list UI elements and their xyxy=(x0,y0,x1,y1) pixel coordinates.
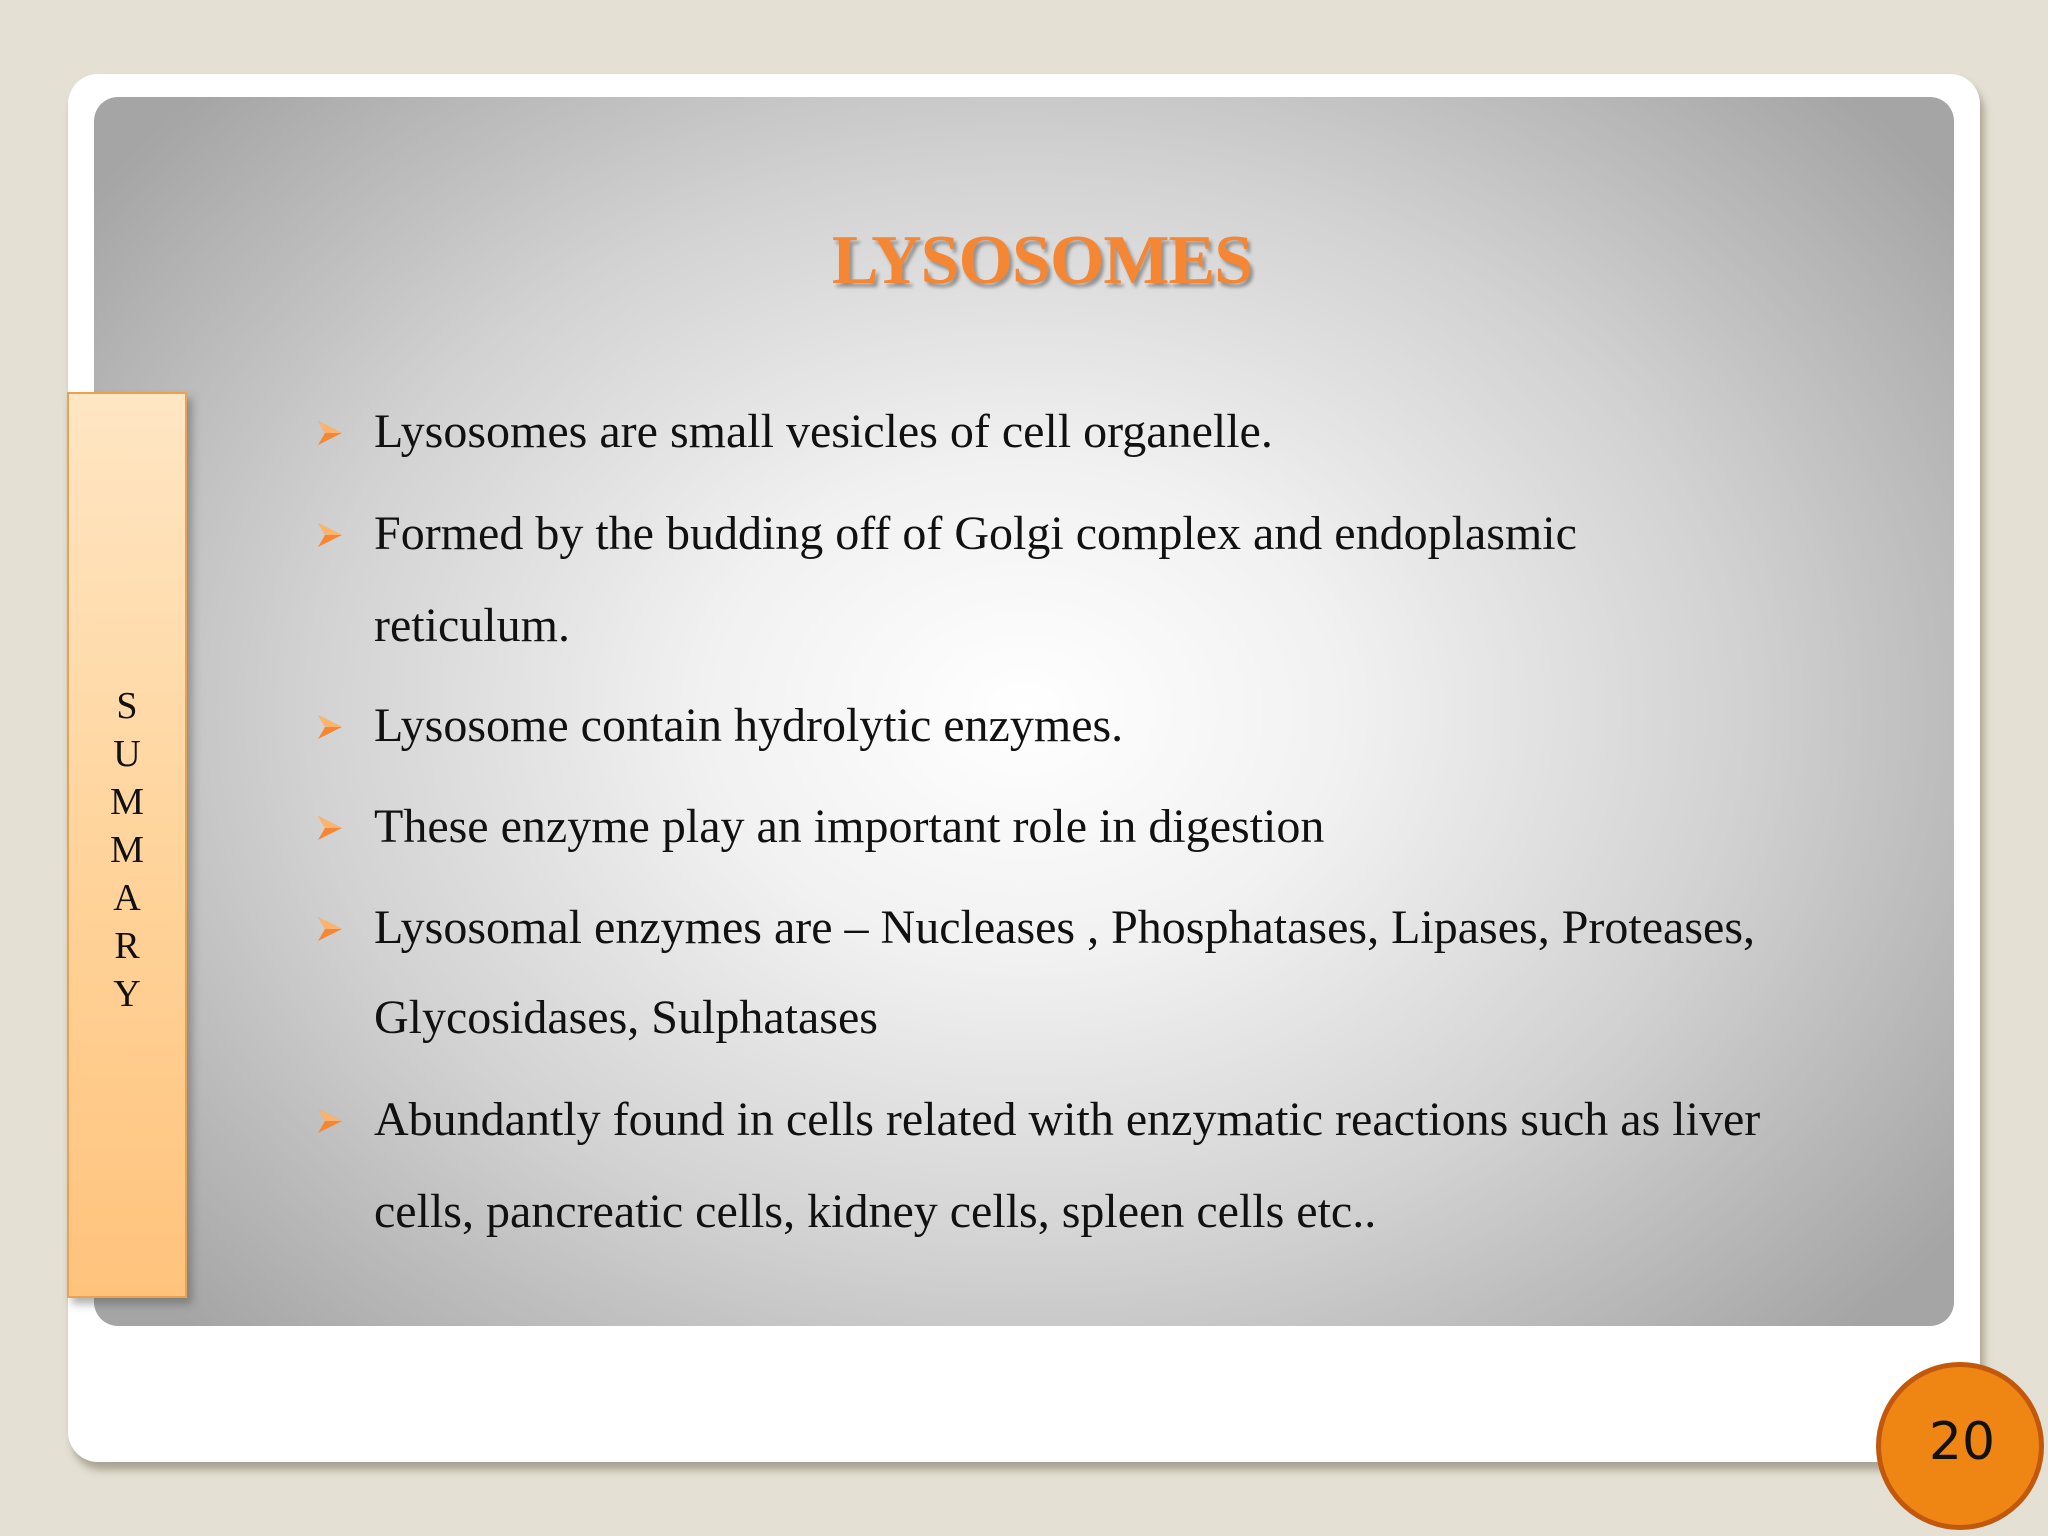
tab-letter: S xyxy=(116,685,138,727)
arrow-right-icon xyxy=(316,418,344,448)
bullet-line: Formed by the budding off of Golgi complex and endoplasmic xyxy=(374,507,1577,560)
tab-letter: U xyxy=(113,733,141,775)
bullet-line: Lysosome contain hydrolytic enzymes. xyxy=(374,699,1124,752)
bullet-line-continued: cells, pancreatic cells, kidney cells, spleen cells etc.. xyxy=(374,1185,1377,1238)
summary-tab-label xyxy=(69,682,185,1018)
bullet-line-continued: Glycosidases, Sulphatases xyxy=(374,991,878,1044)
bullet-line: Abundantly found in cells related with enzymatic reactions such as liver xyxy=(374,1093,1761,1146)
arrow-right-icon xyxy=(316,914,344,944)
tab-letter: Y xyxy=(113,973,141,1015)
page-number-badge xyxy=(1876,1362,2044,1530)
arrow-right-icon xyxy=(316,520,344,550)
tab-letter: A xyxy=(113,877,141,919)
arrow-right-icon xyxy=(316,1106,344,1136)
summary-side-tab xyxy=(67,392,187,1298)
tab-letter: M xyxy=(110,781,144,823)
bullet-line: These enzyme play an important role in digestion xyxy=(374,800,1325,853)
arrow-right-icon xyxy=(316,813,344,843)
bullet-line-continued: reticulum. xyxy=(374,599,570,652)
tab-letter: R xyxy=(114,925,140,967)
arrow-right-icon xyxy=(316,712,344,742)
page-number: 20 xyxy=(1928,1412,1996,1472)
tab-letter: M xyxy=(110,829,144,871)
bullet-line: Lysosomes are small vesicles of cell organelle. xyxy=(374,405,1273,458)
bullet-line: Lysosomal enzymes are – Nucleases , Phosphatases, Lipases, Proteases, xyxy=(374,901,1756,954)
slide-title: LYSOSOMES xyxy=(831,222,1253,299)
